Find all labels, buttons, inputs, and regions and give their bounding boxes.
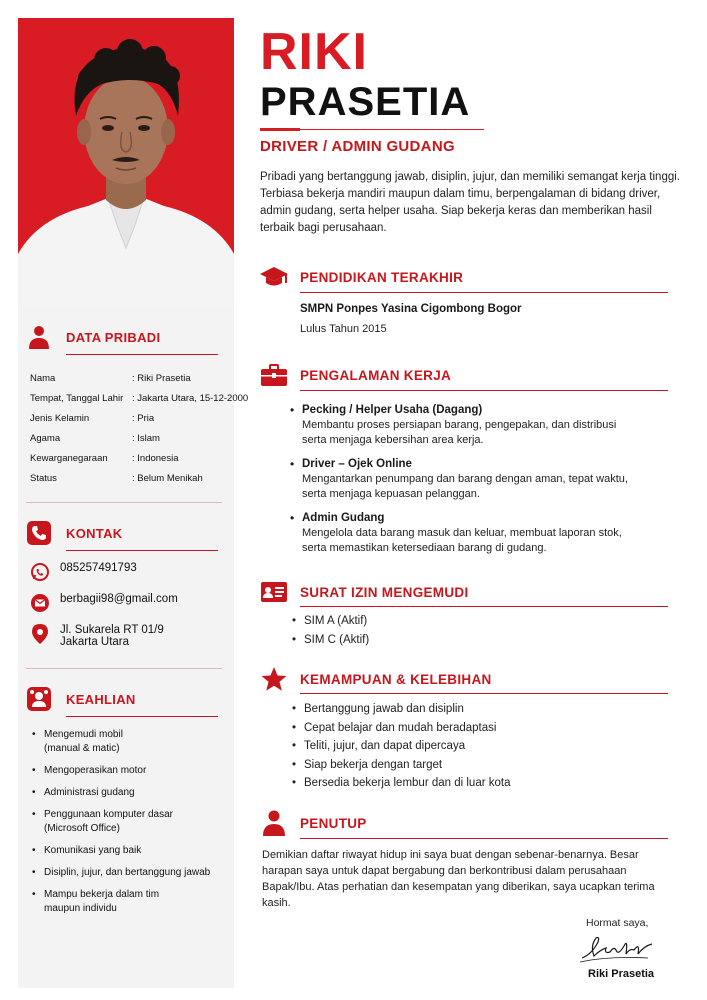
field-label: Jenis Kelamin [30, 412, 90, 424]
section-title: KONTAK [66, 525, 123, 541]
job-title: • Driver – Ojek Online [302, 458, 412, 470]
abilities-list [292, 700, 510, 793]
abilities-section [258, 666, 492, 692]
whatsapp-icon [30, 562, 50, 582]
table-row [30, 388, 252, 408]
divider [26, 502, 222, 503]
list-item [32, 728, 228, 756]
email-icon [30, 593, 50, 613]
section-title: KEAHLIAN [66, 691, 136, 707]
table-row [30, 428, 252, 448]
field-label: Agama [30, 432, 61, 444]
list-item [32, 888, 228, 916]
personal-data-table [30, 368, 252, 488]
section-title: KEMAMPUAN & KELEBIHAN [300, 671, 492, 687]
divider [66, 354, 218, 355]
divider [300, 693, 668, 694]
section-title: SURAT IZIN MENGEMUDI [300, 584, 469, 600]
contact-email[interactable] [30, 593, 178, 613]
skill-text: • Disiplin, jujur, dan bertanggung jawab [44, 867, 211, 878]
location-pin-icon [30, 624, 50, 644]
field-label: Nama [30, 372, 56, 384]
field-value: : Belum Menikah [132, 472, 203, 484]
list-item [32, 786, 228, 800]
job-title: • Admin Gudang [302, 512, 385, 524]
skill-text: • Mengoperasikan motor [44, 765, 147, 776]
table-row [30, 468, 252, 488]
field-label: Kewarganegaraan [30, 452, 108, 464]
phone-number: 085257491793 [60, 562, 137, 574]
list-item [32, 866, 228, 880]
license-section [258, 579, 469, 605]
table-row [30, 448, 252, 468]
divider [66, 716, 218, 717]
job-title: • Pecking / Helper Usaha (Dagang) [302, 404, 483, 416]
list-item: • Cepat belajar dan mudah beradaptasi [292, 719, 510, 738]
experience-section [258, 362, 451, 388]
job-role: DRIVER / ADMIN GUDANG [260, 138, 455, 155]
divider [300, 292, 668, 293]
skills-section [26, 684, 226, 717]
list-item: • Teliti, jujur, dan dapat dipercaya [292, 737, 510, 756]
skill-text: • Komunikasi yang baik [44, 845, 142, 856]
skills-icon [26, 686, 52, 712]
job-description: serta menjaga kepuasan pelanggan. [302, 488, 480, 500]
section-title: PENGALAMAN KERJA [300, 367, 452, 383]
closing-section [258, 810, 367, 836]
table-row [30, 368, 252, 388]
graduation-year: Lulus Tahun 2015 [300, 323, 387, 335]
education-section [258, 264, 463, 290]
list-item [290, 457, 670, 502]
field-label: Status [30, 472, 57, 484]
skill-text: maupun individu [44, 903, 117, 914]
job-description: Membantu proses persiapan barang, pengepakan, dan distribusi [302, 419, 617, 431]
job-description: serta memastikan ketersediaan barang di gudang. [302, 542, 547, 554]
accent-bar [260, 128, 300, 131]
address-line: Jakarta Utara [60, 636, 130, 648]
field-value: : Islam [132, 432, 160, 444]
closing-text: Demikian daftar riwayat hidup ini saya buat dengan sebenar-benarnya. Besar harapan saya untuk dapat bergabung dan berkontribusi dalam perusahaan Bapak/Ibu. Atas perhatian dan kesempatan yang diberikan, saya ucapkan terima kasih. [262, 849, 655, 909]
field-value: : Pria [132, 412, 155, 424]
divider [66, 550, 218, 551]
school-name: SMPN Ponpes Yasina Cigombong Bogor [300, 303, 522, 315]
job-description: serta menjaga kebersihan area kerja. [302, 434, 484, 446]
skill-text: • Mengemudi mobil [44, 729, 123, 740]
skills-list [32, 728, 228, 924]
field-label: Tempat, Tanggal Lahir [30, 392, 124, 404]
section-title: DATA PRIBADI [66, 329, 161, 345]
list-item [32, 764, 228, 778]
person-icon [26, 324, 52, 350]
section-title: PENDIDIKAN TERAKHIR [300, 269, 464, 285]
skill-text: • Penggunaan komputer dasar [44, 809, 173, 820]
contact-address [30, 624, 164, 648]
skill-text: • Mampu bekerja dalam tim [44, 889, 160, 900]
list-item [290, 511, 670, 556]
profile-summary: Pribadi yang bertanggung jawab, disiplin, jujur, dan memiliki semangat kerja tinggi. Terbiasa bekerja mandiri maupun dalam timu, berpengalaman di bidang driver, admin gudang, serta helper usaha. Siap bekerja keras dan memberikan hasil terbaik bagi perusahaan. [260, 171, 680, 234]
license-list [292, 612, 369, 649]
contact-section [26, 518, 226, 551]
first-name: RIKI [260, 23, 368, 81]
skill-text: (manual & matic) [44, 743, 120, 754]
divider [300, 606, 668, 607]
field-value: : Jakarta Utara, 15-12-2000 [132, 392, 249, 404]
list-item: • Bertanggung jawab dan disiplin [292, 700, 510, 719]
phone-icon [26, 520, 52, 546]
job-description: Mengantarkan penumpang dan barang dengan aman, tepat waktu, [302, 473, 628, 485]
table-row [30, 408, 252, 428]
list-item [32, 808, 228, 836]
list-item: • SIM A (Aktif) [292, 612, 369, 631]
graduation-cap-icon [258, 264, 290, 290]
id-card-icon [258, 579, 290, 605]
list-item [32, 844, 228, 858]
divider [300, 390, 668, 391]
email-address: berbagii98@gmail.com [60, 593, 178, 605]
divider [26, 668, 222, 669]
person-icon [258, 810, 290, 836]
signer-name: Riki Prasetia [588, 968, 655, 980]
job-list [290, 403, 670, 565]
job-description: Mengelola data barang masuk dan keluar, membuat laporan stok, [302, 527, 622, 539]
profile-photo [18, 18, 234, 306]
field-value: : Indonesia [132, 452, 179, 464]
section-title: PENUTUP [300, 815, 367, 831]
list-item: • SIM C (Aktif) [292, 631, 369, 650]
signature-greeting: Hormat saya, [586, 917, 649, 929]
last-name: PRASETIA [260, 80, 471, 124]
personal-data-section [26, 322, 226, 355]
list-item: • Siap bekerja dengan target [292, 756, 510, 775]
divider [300, 129, 484, 130]
list-item: • Bersedia bekerja lembur dan di luar kota [292, 774, 510, 793]
list-item [290, 403, 670, 448]
briefcase-icon [258, 362, 290, 388]
field-value: : Riki Prasetia [132, 372, 191, 384]
skill-text: (Microsoft Office) [44, 823, 120, 834]
star-icon [258, 666, 290, 692]
signature [578, 928, 658, 968]
divider [300, 838, 668, 839]
contact-phone[interactable] [30, 562, 137, 582]
skill-text: • Administrasi gudang [44, 787, 135, 798]
address-line: Jl. Sukarela RT 01/9 [60, 624, 164, 636]
